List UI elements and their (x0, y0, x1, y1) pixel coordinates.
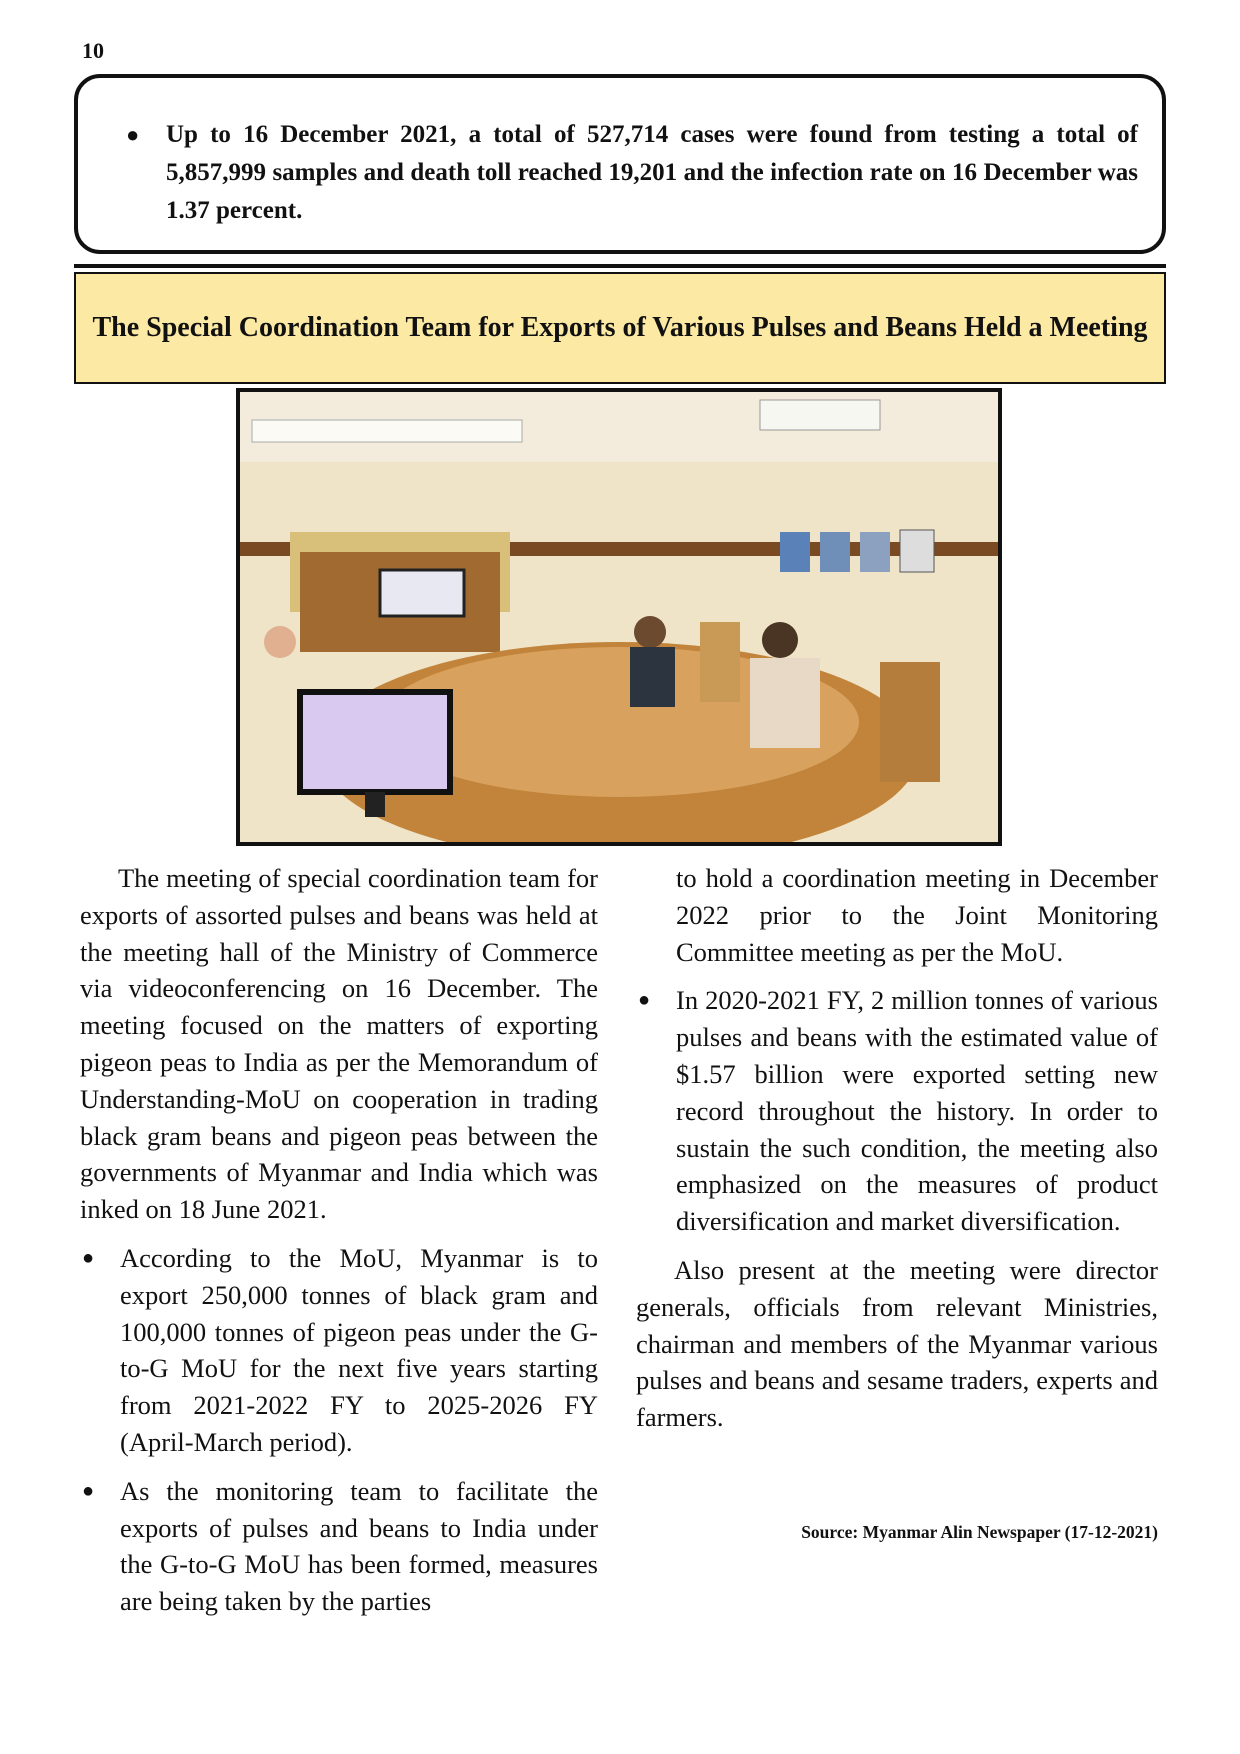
source-credit: Source: Myanmar Alin Newspaper (17-12-2021) (801, 1522, 1158, 1542)
bullet-item (80, 1240, 598, 1461)
bullet-text-monitoring-team: As the monitoring team to facilitate the exports of pulses and beans to India under the G-to-G MoU has been formed, measures are being taken by the parties (120, 1475, 598, 1617)
left-column (80, 860, 598, 1620)
intro-paragraph: The meeting of special coordination team for exports of assorted pulses and beans was held at the meeting hall of the Ministry of Commerce via videoconferencing on 16 December. The meeting focused on the matters of exporting pigeon peas to India as per the Memorandum of Understanding-MoU on cooperation in trading black gram beans and pigeon peas between the governments of Myanmar and India which was inked on 18 June 2021. (80, 863, 598, 1225)
bullet-text-continuation: to hold a coordination meeting in December 2022 prior to the Joint Monitoring Committee meeting as per the MoU. (676, 863, 1158, 967)
meeting-room-illustration (240, 392, 998, 842)
divider (74, 264, 1166, 268)
bullet-icon: ● (82, 1246, 95, 1269)
article-headline: The Special Coordination Team for Exports of Various Pulses and Beans Held a Meeting (92, 312, 1148, 343)
bullet-icon: ● (82, 1479, 95, 1502)
bullet-text-export-record: In 2020-2021 FY, 2 million tonnes of various pulses and beans with the estimated value of $1.57 billion were exported setting new record throughout the history. In order to sustain the such condition, the meeting also emphasized on the measures of product diversification and market diversification. (676, 985, 1158, 1237)
right-column (636, 860, 1158, 1436)
bullet-continuation (636, 860, 1158, 970)
bullet-item (636, 982, 1158, 1240)
covid-summary-text: Up to 16 December 2021, a total of 527,714 cases were found from testing a total of 5,857,999 samples and death toll reached 19,201 and the infection rate on 16 December was 1.37 percent. (166, 121, 1138, 224)
covid-summary-box (74, 74, 1166, 254)
closing-paragraph: Also present at the meeting were director generals, officials from relevant Ministries, chairman and members of the Myanmar various pulses and beans and sesame traders, experts and farmers. (636, 1254, 1158, 1433)
meeting-photo (236, 388, 1002, 846)
bullet-text-mou-quota: According to the MoU, Myanmar is to export 250,000 tonnes of black gram and 100,000 tonnes of pigeon peas under the G-to-G MoU for the next five years starting from 2021-2022 FY to 2025-2026 FY (April-March period). (120, 1242, 598, 1457)
bullet-spacer (636, 860, 676, 970)
bullet-icon: ● (126, 122, 140, 147)
bullet-item (80, 1473, 598, 1620)
page-number: 10 (82, 38, 104, 63)
headline-banner (74, 272, 1166, 384)
bullet-icon: ● (638, 989, 651, 1012)
